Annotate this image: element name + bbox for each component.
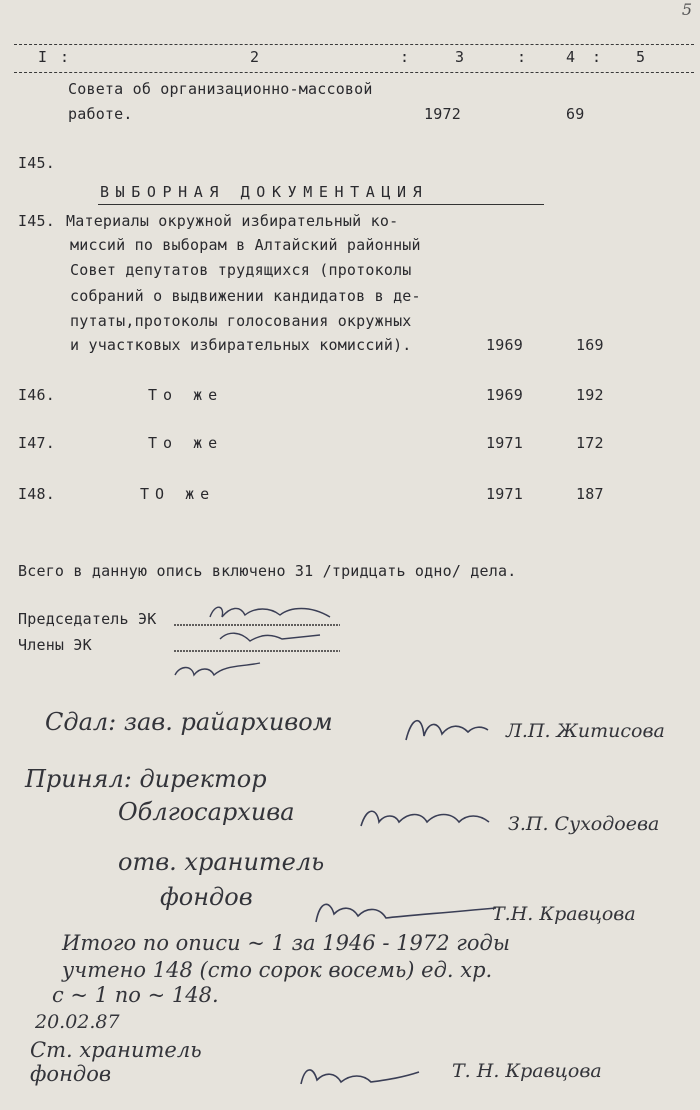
intro-pages: 69 bbox=[566, 105, 585, 123]
senior-keeper-name: Т. Н. Кравцова bbox=[452, 1060, 602, 1082]
chairman-label: Председатель ЭК bbox=[18, 610, 157, 628]
header-col-5: 5 bbox=[636, 48, 646, 66]
members-label: Члены ЭК bbox=[18, 636, 92, 654]
handed-over-name: Л.П. Житисова bbox=[506, 720, 665, 742]
senior-keeper-label-2: фондов bbox=[30, 1062, 112, 1086]
committee-signatures bbox=[170, 595, 370, 685]
keeper-name: Т.Н. Кравцова bbox=[492, 903, 636, 925]
summary-line-2: учтено 148 (сто сорок восемь) ед. хр. bbox=[62, 958, 493, 982]
accepted-org: Облгосархива bbox=[118, 798, 295, 826]
section-number: I45. bbox=[18, 154, 55, 172]
header-col-3: 3 bbox=[455, 48, 465, 66]
senior-keeper-signature bbox=[295, 1060, 425, 1094]
accepted-label: Принял: директор bbox=[25, 765, 267, 793]
entry-number: I46. bbox=[18, 386, 55, 404]
senior-keeper-label-1: Ст. хранитель bbox=[30, 1038, 202, 1062]
entry-line: Совет депутатов трудящихся (протоколы bbox=[70, 261, 412, 279]
header-sep: : bbox=[400, 48, 410, 66]
header-col-1: I bbox=[38, 48, 48, 66]
entry-line: Материалы окружной избирательный ко- bbox=[66, 212, 399, 230]
handed-over-label: Сдал: зав. райархивом bbox=[45, 708, 333, 736]
intro-line-1: Совета об организационно-массовой bbox=[68, 80, 373, 98]
entry-number: I48. bbox=[18, 485, 55, 503]
entry-year: 1971 bbox=[486, 434, 523, 452]
entry-year: 1971 bbox=[486, 485, 523, 503]
keeper-label-2: фондов bbox=[160, 883, 253, 911]
entry-year: 1969 bbox=[486, 336, 523, 354]
header-bottom-rule bbox=[14, 72, 694, 73]
accepted-name: З.П. Суходоева bbox=[508, 813, 660, 835]
entry-pages: 187 bbox=[576, 485, 604, 503]
header-sep: : bbox=[60, 48, 70, 66]
entry-text: То же bbox=[148, 434, 224, 452]
entry-text: То же bbox=[148, 386, 224, 404]
entry-pages: 192 bbox=[576, 386, 604, 404]
entry-line: миссий по выборам в Алтайский районный bbox=[70, 236, 421, 254]
keeper-signature bbox=[310, 892, 500, 932]
section-title-underline bbox=[98, 204, 544, 205]
summary-line-3: с ~ 1 по ~ 148. bbox=[52, 983, 219, 1007]
summary-line-1: Итого по описи ~ 1 за 1946 - 1972 годы bbox=[62, 931, 510, 955]
entry-line: собраний о выдвижении кандидатов в де- bbox=[70, 287, 421, 305]
intro-line-2: работе. bbox=[68, 105, 133, 123]
page-number: 5 bbox=[681, 0, 692, 19]
entry-pages: 172 bbox=[576, 434, 604, 452]
handwritten-date: 20.02.87 bbox=[35, 1011, 120, 1033]
header-col-2: 2 bbox=[250, 48, 260, 66]
total-statement: Всего в данную опись включено 31 /тридцать одно/ дела. bbox=[18, 562, 517, 580]
header-top-rule bbox=[14, 44, 694, 45]
entry-number: I47. bbox=[18, 434, 55, 452]
entry-pages: 169 bbox=[576, 336, 604, 354]
entry-line: путаты,протоколы голосования окружных bbox=[70, 312, 412, 330]
entry-line: и участковых избирательных комиссий). bbox=[70, 336, 412, 354]
intro-year: 1972 bbox=[424, 105, 461, 123]
handed-over-signature bbox=[402, 710, 492, 750]
header-sep: : bbox=[517, 48, 527, 66]
header-sep: : bbox=[592, 48, 602, 66]
header-col-4: 4 bbox=[566, 48, 576, 66]
keeper-label-1: отв. хранитель bbox=[118, 848, 325, 876]
entry-year: 1969 bbox=[486, 386, 523, 404]
entry-text: ТО же bbox=[140, 485, 216, 503]
section-title: ВЫБОРНАЯ ДОКУМЕНТАЦИЯ bbox=[100, 183, 429, 201]
entry-number: I45. bbox=[18, 212, 55, 230]
accepted-signature bbox=[355, 800, 495, 836]
